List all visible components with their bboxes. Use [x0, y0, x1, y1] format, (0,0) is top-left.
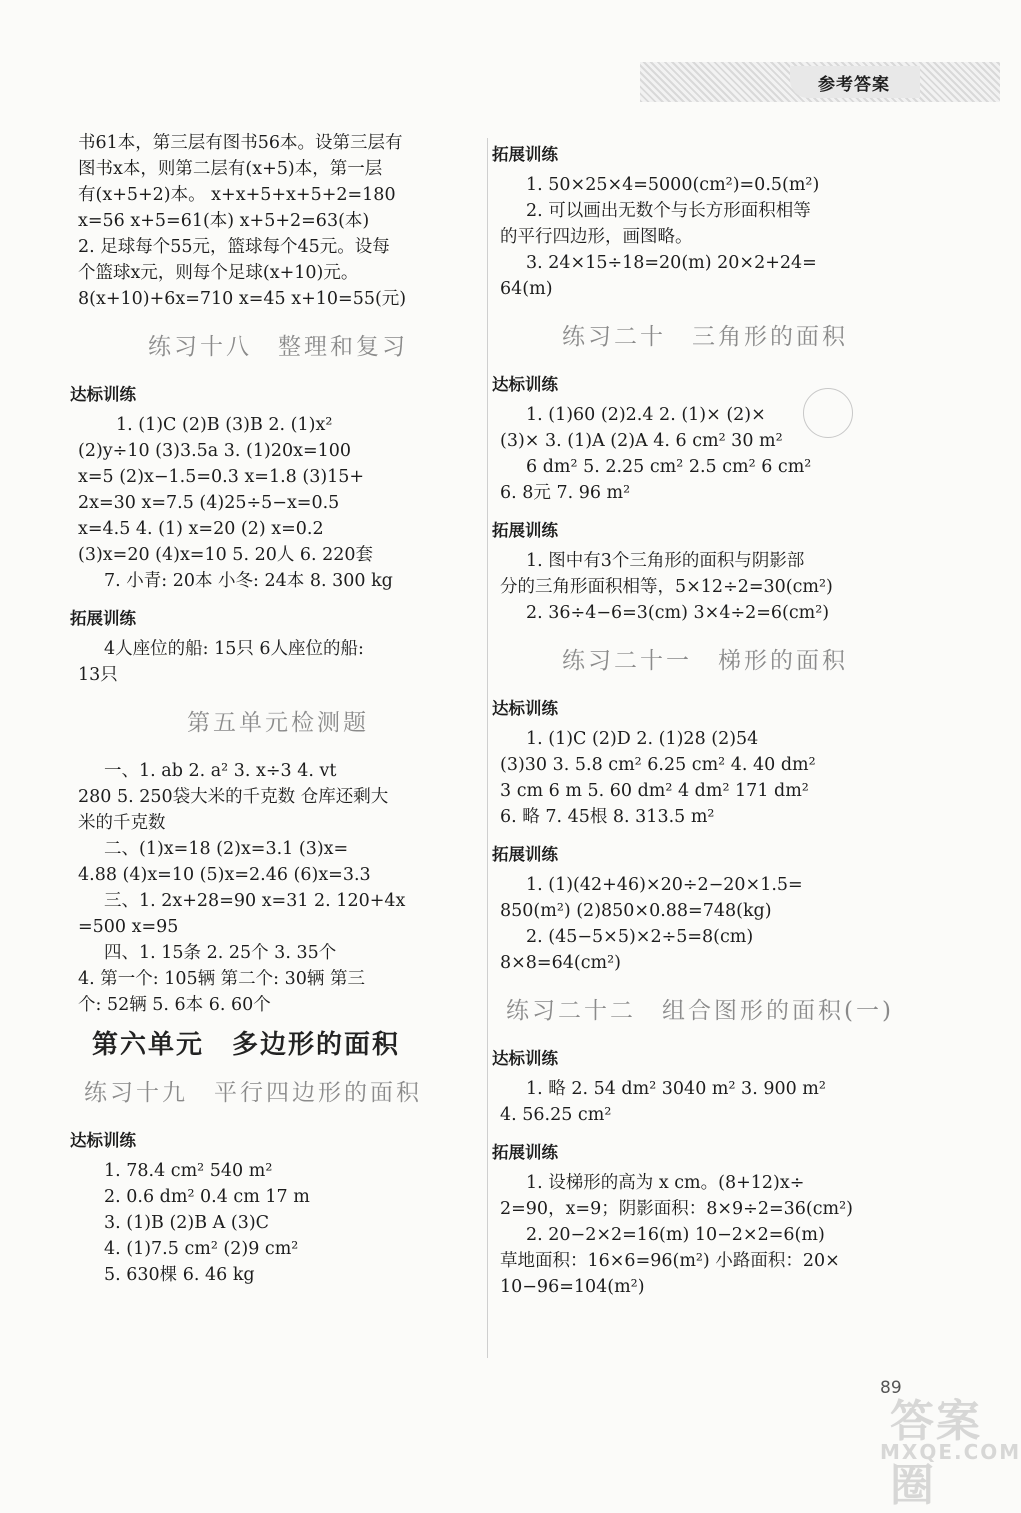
section-title-19: 练习十九 平行四边形的面积 — [84, 1080, 422, 1106]
answer-line: 三、1. 2x+28=90 x=31 2. 120+4x — [104, 891, 406, 911]
answer-line: 3. (1)B (2)B A (3)C — [104, 1213, 270, 1233]
subheading-tuozhan: 拓展训练 — [492, 845, 558, 864]
answer-line: 1. 略 2. 54 dm² 3040 m² 3. 900 m² — [526, 1079, 826, 1099]
answer-line: 2=90，x=9；阴影面积：8×9÷2=36(cm²) — [500, 1199, 853, 1219]
answer-line: 的平行四边形，画图略。 — [500, 227, 693, 247]
answer-line: 4人座位的船: 15只 6人座位的船: — [104, 639, 364, 659]
answer-line: 2. (45−5×5)×2÷5=8(cm) — [526, 927, 754, 947]
answer-line: 四、1. 15条 2. 25个 3. 35个 — [104, 943, 337, 963]
subheading-dabiao: 达标训练 — [492, 375, 558, 394]
answer-line: 1. (1)C (2)D 2. (1)28 (2)54 — [526, 729, 759, 749]
answer-line: 1. 78.4 cm² 540 m² — [104, 1161, 273, 1181]
text-line: 书61本，第三层有图书56本。设第三层有 — [78, 133, 403, 153]
section-title-18: 练习十八 整理和复习 — [148, 334, 408, 360]
text-line: 8(x+10)+6x=710 x=45 x+10=55(元) — [78, 289, 407, 309]
text-line: 2. 足球每个55元，篮球每个45元。设每 — [78, 237, 390, 257]
answer-line: 13只 — [78, 665, 118, 685]
answer-line: x=5 (2)x−1.5=0.3 x=1.8 (3)15+ — [78, 467, 365, 487]
answer-line: 2. 20−2×2=16(m) 10−2×2=6(m) — [526, 1225, 825, 1245]
answer-line: (3)30 3. 5.8 cm² 6.25 cm² 4. 40 dm² — [500, 755, 816, 775]
answer-line: 草地面积：16×6=96(m²) 小路面积：20× — [500, 1251, 840, 1271]
text-line: 有(x+5+2)本。 x+x+5+x+5+2=180 — [78, 185, 396, 205]
answer-line: 5. 630棵 6. 46 kg — [104, 1265, 255, 1285]
answer-line: 1. 图中有3个三角形的面积与阴影部 — [526, 551, 805, 571]
right-column — [492, 130, 910, 1300]
answer-line: 二、(1)x=18 (2)x=3.1 (3)x= — [104, 839, 349, 859]
answer-line: 1. (1)60 (2)2.4 2. (1)× (2)× — [526, 405, 766, 425]
answer-line: 2x=30 x=7.5 (4)25÷5−x=0.5 — [78, 493, 340, 513]
answer-line: 8×8=64(cm²) — [500, 953, 621, 973]
subheading-tuozhan: 拓展训练 — [492, 145, 558, 164]
text-line: 图书x本，则第二层有(x+5)本，第一层 — [78, 159, 383, 179]
subheading-dabiao: 达标训练 — [70, 1131, 136, 1150]
text-line: x=56 x+5=61(本) x+5+2=63(本) — [78, 211, 370, 231]
answer-line: 64(m) — [500, 279, 553, 299]
column-divider — [487, 138, 488, 1358]
answer-line: 2. 0.6 dm² 0.4 cm 17 m — [104, 1187, 310, 1207]
answer-line: x=4.5 4. (1) x=20 (2) x=0.2 — [78, 519, 324, 539]
answer-line: 2. 可以画出无数个与长方形面积相等 — [526, 201, 811, 221]
subheading-dabiao: 达标训练 — [492, 1049, 558, 1068]
answer-line: 3 cm 6 m 5. 60 dm² 4 dm² 171 dm² — [500, 781, 809, 801]
answer-line: 1. (1)C (2)B (3)B 2. (1)x² — [116, 415, 333, 435]
subheading-dabiao: 达标训练 — [492, 699, 558, 718]
answer-line: (2)y÷10 (3)3.5a 3. (1)20x=100 — [78, 441, 352, 461]
subheading-tuozhan: 拓展训练 — [492, 521, 558, 540]
section-title-21: 练习二十一 梯形的面积 — [562, 648, 848, 674]
answer-line: 6. 8元 7. 96 m² — [500, 483, 631, 503]
answer-line: 米的千克数 — [78, 813, 166, 833]
left-column — [70, 130, 478, 1288]
answer-line: 6 dm² 5. 2.25 cm² 2.5 cm² 6 cm² — [526, 457, 812, 477]
unit-title-6: 第六单元 多边形的面积 — [92, 1030, 401, 1060]
answer-line: 7. 小青: 20本 小冬: 24本 8. 300 kg — [104, 571, 393, 591]
answer-line: (3)× 3. (1)A (2)A 4. 6 cm² 30 m² — [500, 431, 783, 451]
intro-block — [78, 130, 478, 312]
answer-line: 10−96=104(m²) — [500, 1277, 645, 1297]
answer-line: 4.88 (4)x=10 (5)x=2.46 (6)x=3.3 — [78, 865, 371, 885]
section-title-20: 练习二十 三角形的面积 — [562, 324, 848, 350]
answer-line: 个: 52辆 5. 6本 6. 60个 — [78, 995, 271, 1015]
section-title-unit5-test: 第五单元检测题 — [187, 710, 369, 736]
answer-line: 850(m²) (2)850×0.88=748(kg) — [500, 901, 772, 921]
watermark-logo: 答案圈 — [890, 1396, 982, 1511]
answer-line: =500 x=95 — [78, 917, 179, 937]
subheading-tuozhan: 拓展训练 — [70, 609, 136, 628]
answer-line: 3. 24×15÷18=20(m) 20×2+24= — [526, 253, 817, 273]
subheading-dabiao: 达标训练 — [70, 385, 136, 404]
answer-line: 1. 50×25×4=5000(cm²)=0.5(m²) — [526, 175, 820, 195]
section-title-22: 练习二十二 组合图形的面积(一) — [506, 998, 894, 1024]
answer-line: 6. 略 7. 45根 8. 313.5 m² — [500, 807, 715, 827]
answer-line: 4. (1)7.5 cm² (2)9 cm² — [104, 1239, 299, 1259]
answer-line: 2. 36÷4−6=3(cm) 3×4÷2=6(cm²) — [526, 603, 830, 623]
watermark-url: MXQE.COM — [880, 1440, 1021, 1464]
answer-line: (3)x=20 (4)x=10 5. 20人 6. 220套 — [78, 545, 374, 565]
answer-line: 分的三角形面积相等，5×12÷2=30(cm²) — [500, 577, 833, 597]
page-number: 89 — [880, 1378, 902, 1398]
answer-line: 4. 56.25 cm² — [500, 1105, 612, 1125]
answer-line: 280 5. 250袋大米的千克数 仓库还剩大 — [78, 787, 389, 807]
subheading-tuozhan: 拓展训练 — [492, 1143, 558, 1162]
text-line: 个篮球x元，则每个足球(x+10)元。 — [78, 263, 359, 283]
page-header-title: 参考答案 — [818, 75, 890, 95]
answer-line: 一、1. ab 2. a² 3. x÷3 4. vt — [104, 761, 337, 781]
answer-line: 4. 第一个: 105辆 第二个: 30辆 第三 — [78, 969, 365, 989]
answer-line: 1. (1)(42+46)×20÷2−20×1.5= — [526, 875, 803, 895]
answer-line: 1. 设梯形的高为 x cm。(8+12)x÷ — [526, 1173, 805, 1193]
